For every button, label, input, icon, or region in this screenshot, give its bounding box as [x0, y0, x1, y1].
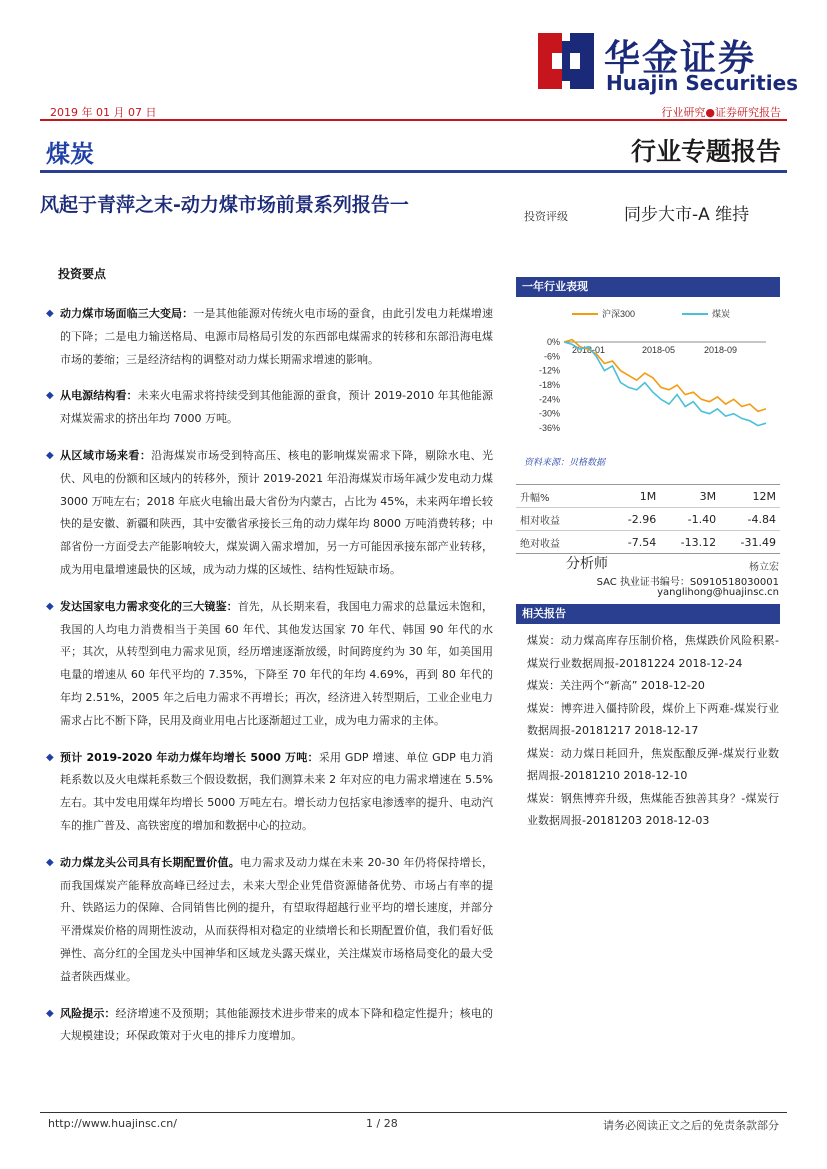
brand-name-cn: 华金证券 — [604, 38, 757, 79]
key-point — [46, 385, 493, 431]
related-report-item[interactable]: 煤炭：博弈进入僵持阶段，煤价上下两难-煤炭行业数据周报-20181217 2018-12-17 — [527, 701, 779, 737]
y-tick-label: -18% — [538, 380, 560, 390]
table-header-cell: 升幅% — [516, 485, 610, 508]
key-points-heading: 投资要点 — [58, 267, 107, 281]
table-header-row — [516, 485, 780, 508]
table-header-cell: 12M — [720, 485, 780, 508]
chart-source: 资料来源：贝格数据 — [524, 458, 606, 468]
related-reports-list — [527, 630, 779, 833]
perf-heading: 一年行业表现 — [516, 277, 780, 297]
y-tick-label: -30% — [538, 408, 560, 419]
footer-url[interactable]: http://www.huajinsc.cn/ — [48, 1117, 177, 1130]
key-point-text: 沿海煤炭市场受到特高压、核电的影响煤炭需求下降，剔除水电、光伏、风电的份额和区域内的转移外，预计 2019-2021 年沿海煤炭市场年减少发电动力煤 3000 万吨左右；2018 年底火电输出最大省份为内蒙古，占比为 45%，未来两年增长较快的是安徽、新疆和陕西，其中安徽省承接长三角的动力煤年均 8000 万吨消费转移；中部省份一方面受去产能影响较大，煤炭调入需求增加，另一方可能因承接东部产业转移，成为用电量增速最快的区域，成为动力煤的区域性、结构性短缺市场。 — [60, 448, 494, 576]
analyst-email[interactable]: yanglihong@huajinsc.cn — [657, 587, 779, 598]
x-tick-label: 2018-09 — [704, 345, 738, 355]
legend-label: 沪深300 — [602, 309, 636, 319]
report-title: 风起于青萍之末-动力煤市场前景系列报告一 — [40, 194, 409, 216]
key-points-list — [46, 303, 493, 1062]
key-point-text: 经济增速不及预期；其他能源技术进步带来的成本下降和稳定性提升；核电的大规模建设；环保政策对于火电的排斥力度增加。 — [60, 1006, 494, 1043]
y-tick-label: -6% — [543, 351, 560, 362]
sector-name: 煤炭 — [46, 140, 94, 168]
diamond-bullet-icon: ◆ — [46, 449, 54, 461]
report-tag: 行业研究●证券研究报告 — [661, 106, 781, 119]
analyst-cert: SAC 执业证书编号：S0910518030001 — [596, 577, 779, 588]
report-date: 2019 年 01 月 07 日 — [50, 106, 157, 119]
legend-label: 煤炭 — [712, 309, 731, 319]
table-cell: -13.12 — [660, 531, 720, 554]
brand-name-en: Huajin Securities — [606, 71, 799, 95]
x-tick-label: 2018-01 — [572, 345, 606, 355]
diamond-bullet-icon: ◆ — [46, 390, 54, 402]
key-point-head: 发达国家电力需求变化的三大镜鉴： — [60, 599, 238, 613]
table-header-cell: 1M — [610, 485, 660, 508]
table-cell: -7.54 — [610, 531, 660, 554]
title-divider — [40, 170, 787, 173]
related-report-item[interactable]: 煤炭：动力煤日耗回升，焦炭酝酿反弹-煤炭行业数据周报-20181210 2018-12-10 — [527, 746, 779, 782]
page-number: 1 / 28 — [366, 1117, 398, 1130]
row-label: 绝对收益 — [516, 531, 610, 554]
key-point-head: 动力煤市场面临三大变局： — [60, 307, 194, 320]
related-report-item[interactable]: 煤炭：关注两个“新高” 2018-12-20 — [527, 679, 705, 692]
related-report-item[interactable]: 煤炭：动力煤高库存压制价格，焦煤跌价风险积累-煤炭行业数据周报-20181224 2018-12-24 — [527, 634, 779, 670]
key-point-text: 首先，从长期来看，我国电力需求的总量远未饱和，我国的人均电力消费相当于美国 60 年代、其他发达国家 70 年代、韩国 90 年代的水平；其次，从转型到电力需求见顶，经历增速逐渐放缓，时间跨度约为 30 年，如美国用电量的增速从 60 年代平均的 7.35%，下降至 70 年代的年均 4.69%，再到 80 年代的年均 2.51%，2005 年之后电力需求不再增长；再次，经济进入转型期后，工业企业电力需求占比不断下降，民用及商业用电占比逐渐超过工业，成为电力需求的主体。 — [60, 599, 494, 727]
diamond-bullet-icon: ◆ — [46, 1007, 54, 1019]
diamond-bullet-icon: ◆ — [46, 308, 54, 319]
rating-label: 投资评级 — [524, 210, 568, 223]
key-point — [46, 445, 493, 582]
key-point-head: 从区域市场来看： — [60, 448, 152, 462]
diamond-bullet-icon: ◆ — [46, 751, 54, 763]
huajin-logo-icon — [538, 33, 594, 89]
y-tick-label: -24% — [538, 394, 560, 405]
table-cell: -31.49 — [720, 531, 780, 554]
key-point-text: 一是其他能源对传统火电市场的蚕食，由此引发电力耗煤增速的下降；二是电力输送格局、电源市局格局引发的东西部电煤需求的转移和东部沿海电煤市场的萎缩；三是经济结构的调整对动力煤长期需求增速的影响。 — [60, 307, 494, 366]
industry-performance-chart — [516, 300, 780, 438]
key-point-text: 未来火电需求将持续受到其他能源的蚕食，预计 2019-2010 年其他能源对煤炭需求的挤出年均 7000 万吨。 — [60, 389, 494, 426]
key-point-text: 采用 GDP 增速、单位 GDP 电力消耗系数以及火电煤耗系数三个假设数据，我们测算未来 2 年对应的电力需求增速在 5.5%左右。其中发电用煤年均增长 5000 万吨左右。增长动力包括家电渗透率的提升、电动汽车的推广普及、高铁密度的增加和数据中心的拉动。 — [60, 750, 493, 832]
diamond-bullet-icon: ◆ — [46, 856, 54, 868]
key-point — [46, 303, 493, 371]
rating-value: 同步大市-A 维持 — [624, 205, 750, 225]
footer-disclaimer: 请务必阅读正文之后的免责条款部分 — [603, 1119, 779, 1132]
row-label: 相对收益 — [516, 508, 610, 531]
header-divider — [40, 119, 787, 121]
key-point-text: 电力需求及动力煤在未来 20-30 年仍将保持增长，而我国煤炭产能释放高峰已经过去，未来大型企业凭借资源储备优势、市场占有率的提升、铁路运力的保障、合同销售比例的提升，有望取得超越行业平均的增长速度，并部分平滑煤炭价格的周期性波动，从而获得相对稳定的业绩增长和长期配置价值，我们看好低弹性、高分红的全国龙头中国神华和区域龙头露天煤业，关注煤炭市场格局变化的最大受益者陕西煤业。 — [60, 855, 493, 983]
key-point-head: 动力煤龙头公司具有长期配置价值。 — [60, 855, 241, 869]
table-cell: -2.96 — [610, 508, 660, 531]
analyst-label: 分析师 — [566, 556, 608, 572]
key-point-head: 风险提示： — [60, 1006, 116, 1020]
table-header-cell: 3M — [660, 485, 720, 508]
y-tick-label: -36% — [538, 423, 560, 433]
related-heading: 相关报告 — [516, 604, 780, 624]
key-point — [46, 596, 493, 733]
key-point-head: 预计 2019-2020 年动力煤年均增长 5000 万吨： — [60, 750, 319, 764]
footer-divider — [40, 1112, 787, 1113]
key-point — [46, 1003, 493, 1049]
x-tick-label: 2018-05 — [642, 345, 676, 355]
related-report-item[interactable]: 煤炭：钢焦博弈升级，焦煤能否独善其身？-煤炭行业数据周报-20181203 2018-12-03 — [527, 791, 779, 827]
y-tick-label: -12% — [538, 365, 560, 376]
diamond-bullet-icon: ◆ — [46, 600, 54, 612]
y-tick-label: 0% — [546, 337, 560, 347]
report-type: 行业专题报告 — [630, 137, 781, 166]
key-point-head: 从电源结构看： — [60, 389, 138, 403]
table-cell: -1.40 — [660, 508, 720, 531]
analyst-name: 杨立宏 — [749, 562, 779, 573]
table-row — [516, 531, 780, 554]
table-row — [516, 508, 780, 531]
performance-table — [516, 484, 780, 554]
key-point — [46, 852, 493, 989]
key-point — [46, 747, 493, 838]
table-cell: -4.84 — [720, 508, 780, 531]
